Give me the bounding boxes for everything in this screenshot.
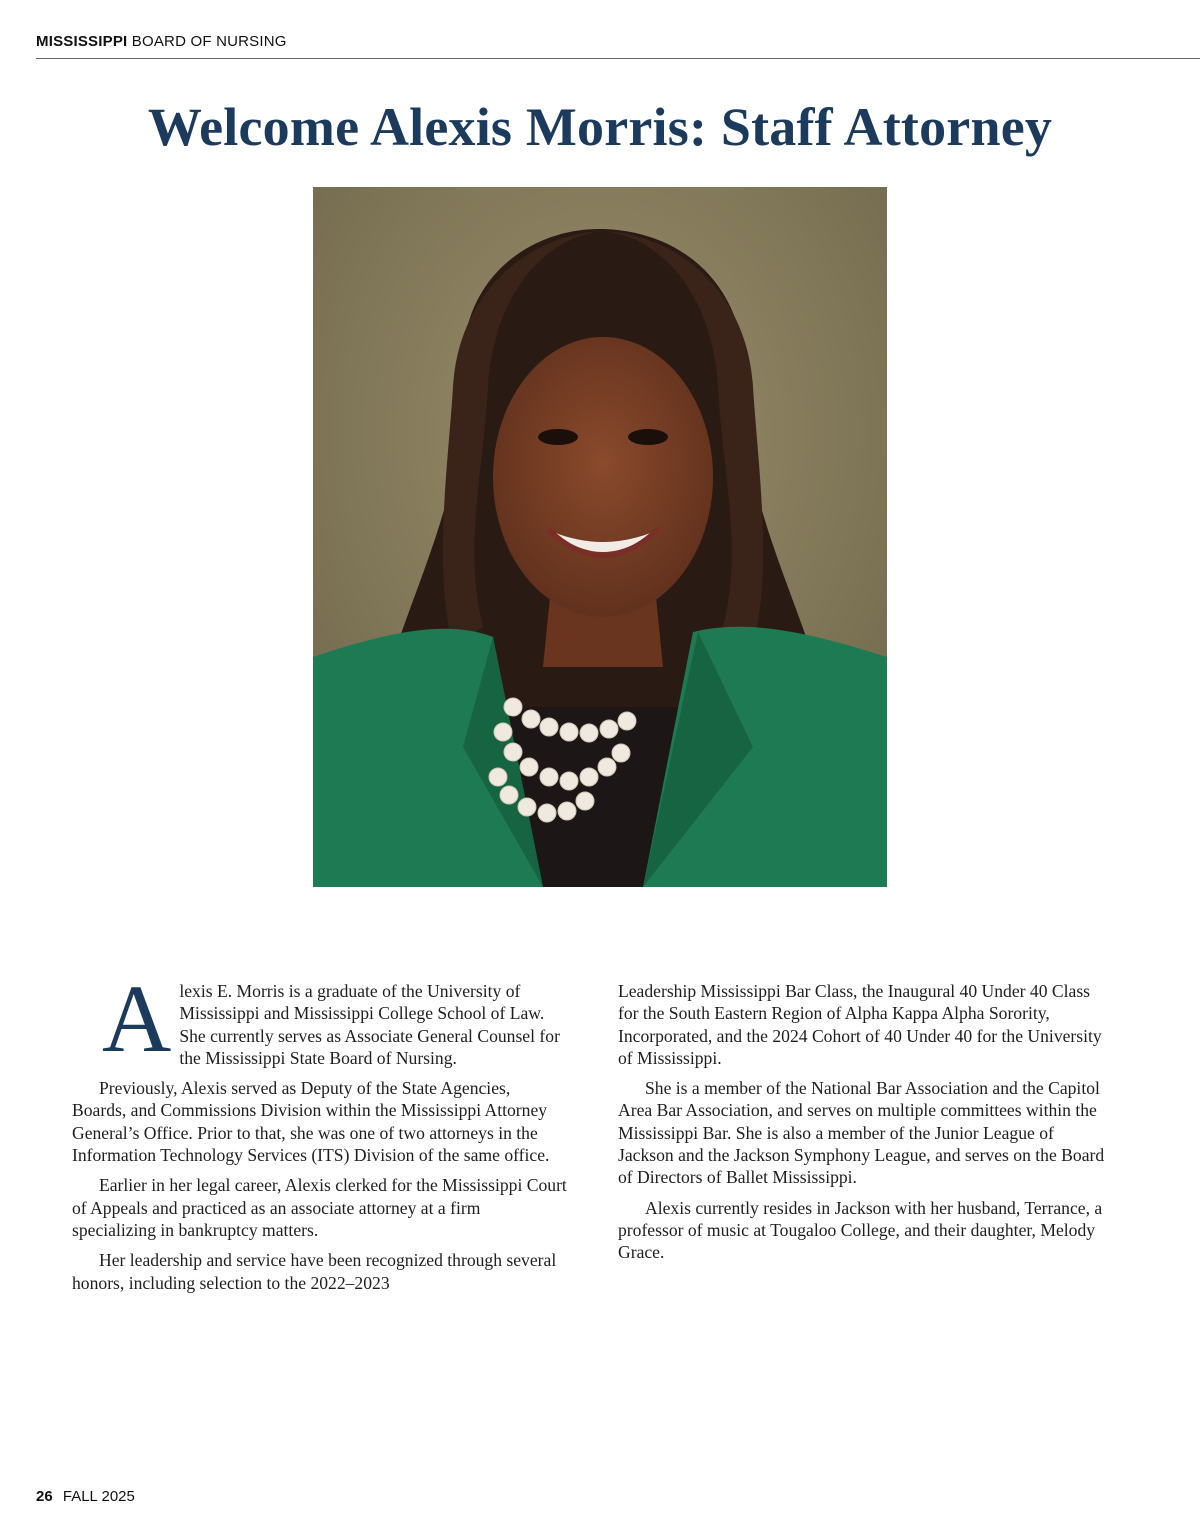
page-footer <box>36 1488 135 1505</box>
article-paragraph-6: Alexis currently resides in Jackson with her husband, Terrance, a professor of music at Tougaloo College, and their daughter, Melody Grace. <box>618 1197 1103 1263</box>
paragraph-1-text: lexis E. Morris is a graduate of the University of Mississippi and Mississippi College School of Law. She currently serves as Associate General Counsel for the Mississippi State Board of Nursing. <box>179 981 560 1068</box>
article-title: Welcome Alexis Morris: Staff Attorney <box>147 97 1053 157</box>
page-number: 26 <box>36 1488 53 1505</box>
article-paragraph-4: Her leadership and service have been recognized through several honors, including selection to the 2022–2023 <box>72 1250 557 1293</box>
article-paragraph-1 <box>72 965 567 1072</box>
publication-name-rest: BOARD OF NURSING <box>131 33 287 50</box>
publication-name-bold: MISSISSIPPI <box>36 33 128 50</box>
portrait-photo <box>313 187 887 887</box>
article-column-right <box>618 980 1113 1272</box>
header-rule <box>36 58 1200 59</box>
article-paragraph-2: Previously, Alexis served as Deputy of the State Agencies, Boards, and Commissions Division within the Mississippi Attorney General’s Office. Prior to that, she was one of two attorneys in the Information Technology Services (ITS) Division of the same office. <box>72 1078 550 1166</box>
article-paragraph-5: She is a member of the National Bar Association and the Capitol Area Bar Association, and serves on multiple committees within the Mississippi Bar. She is also a member of the Junior League of Jackson and the Jackson Symphony League, and serves on the Board of Directors of Ballet Mississippi. <box>618 1078 1105 1188</box>
issue-label: FALL 2025 <box>62 1488 135 1505</box>
drop-cap: A <box>102 965 172 1072</box>
running-head <box>36 33 287 50</box>
article-column-left <box>72 965 567 1302</box>
article-paragraph-4-continued: Leadership Mississippi Bar Class, the Inaugural 40 Under 40 Class for the South Eastern Region of Alpha Kappa Alpha Sorority, Incorporated, and the 2024 Cohort of 40 Under 40 for the University of Mississippi. <box>618 981 1102 1068</box>
portrait-illustration <box>313 187 887 887</box>
article-paragraph-3: Earlier in her legal career, Alexis clerked for the Mississippi Court of Appeals and practiced as an associate attorney at a firm specializing in bankruptcy matters. <box>72 1175 567 1240</box>
